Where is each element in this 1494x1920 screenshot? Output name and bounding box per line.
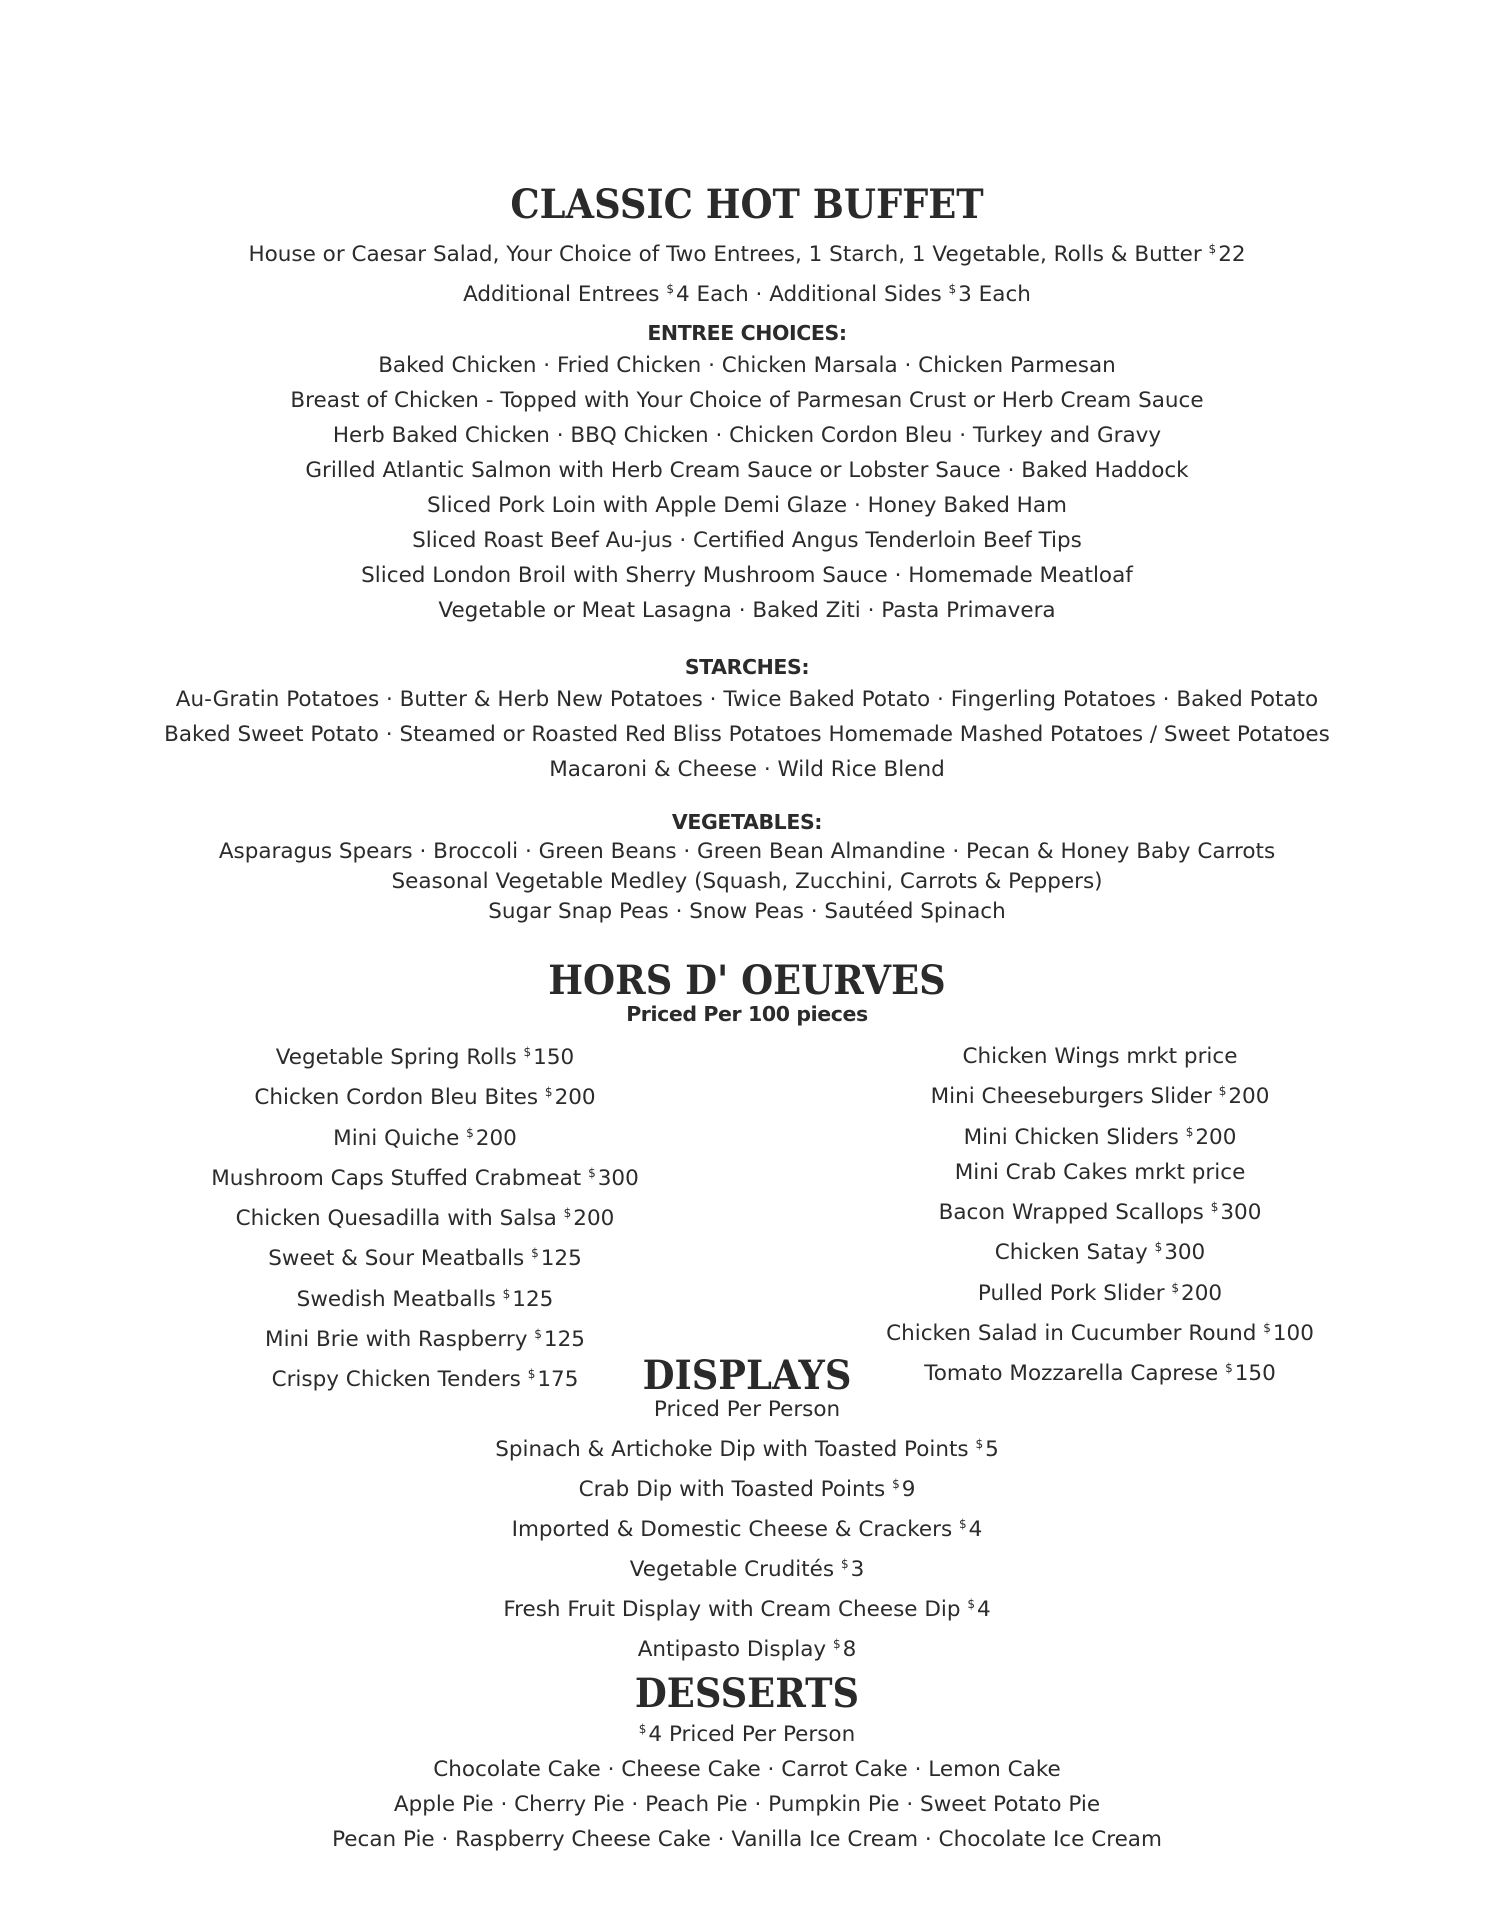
currency-symbol: $ <box>1185 1124 1194 1139</box>
list-item <box>820 1155 1380 1190</box>
additional-entrees-label: Additional Entrees <box>463 282 660 307</box>
item-price: 200 <box>573 1206 615 1232</box>
entree-choices <box>0 318 1494 628</box>
currency-symbol: $ <box>527 1367 536 1382</box>
item-price: 5 <box>985 1437 999 1462</box>
buffet-title: CLASSIC HOT BUFFET <box>510 181 984 228</box>
desserts-title: DESSERTS <box>634 1670 860 1717</box>
hors-title: HORS D' OEURVES <box>548 957 946 1004</box>
dessert-line: Apple Pie · Cherry Pie · Peach Pie · Pumpkin Pie · Sweet Potato Pie <box>393 1792 1101 1817</box>
list-item <box>175 1277 675 1317</box>
currency-symbol: $ <box>959 1517 967 1531</box>
item-name: Mini Quiche <box>333 1125 460 1151</box>
item-name: Sweet & Sour Meatballs <box>268 1246 525 1272</box>
item-price: 125 <box>543 1327 585 1353</box>
list-item <box>0 1627 1494 1667</box>
list-item <box>820 1190 1380 1230</box>
item-price: 150 <box>1234 1361 1276 1387</box>
hors-subtitle: Priced Per 100 pieces <box>626 1002 868 1026</box>
vegetable-line: Asparagus Spears · Broccoli · Green Beans · Green Bean Almandine · Pecan & Honey Baby Carrots <box>218 839 1276 864</box>
item-name: Vegetable Spring Rolls <box>275 1045 517 1070</box>
item-name: Mini Cheeseburgers Slider <box>930 1084 1212 1110</box>
currency-symbol: $ <box>666 282 674 296</box>
item-price: 175 <box>537 1367 579 1393</box>
buffet-description <box>0 232 1494 312</box>
list-item <box>820 1311 1380 1351</box>
item-price: 4 <box>968 1517 983 1542</box>
item-name: Tomato Mozzarella Caprese <box>924 1361 1219 1387</box>
buffet-line-1-price: 22 <box>1218 242 1246 267</box>
currency-symbol: $ <box>523 1045 532 1059</box>
list-item <box>0 1467 1494 1507</box>
item-name: Crispy Chicken Tenders <box>271 1367 521 1393</box>
list-item <box>175 1075 675 1115</box>
currency-symbol: $ <box>1263 1321 1271 1336</box>
list-item <box>0 1427 1494 1467</box>
item-name: Fresh Fruit Display with Cream Cheese Dip <box>503 1597 961 1622</box>
item-name: Chicken Satay <box>994 1240 1148 1266</box>
item-price: 300 <box>597 1165 639 1191</box>
buffet-line-1-text: House or Caesar Salad, Your Choice of Two Entrees, 1 Starch, 1 Vegetable, Rolls & Butter <box>248 242 1202 267</box>
currency-symbol: $ <box>1210 1200 1219 1215</box>
item-name: Chicken Wings mrkt price <box>962 1044 1238 1069</box>
item-price: 3 <box>850 1557 865 1582</box>
currency-symbol: $ <box>544 1085 553 1100</box>
item-name: Chicken Salad in Cucumber Round <box>886 1321 1257 1347</box>
item-name: Bacon Wrapped Scallops <box>938 1200 1204 1226</box>
item-price: 200 <box>1195 1124 1237 1150</box>
item-price: 100 <box>1272 1321 1314 1347</box>
item-name: Mini Chicken Sliders <box>963 1124 1179 1150</box>
item-name: Chicken Quesadilla with Salsa <box>235 1206 557 1232</box>
currency-symbol: $ <box>1225 1361 1233 1376</box>
list-item <box>0 1507 1494 1547</box>
item-price: 4 <box>977 1597 991 1622</box>
hors-section <box>0 959 1494 1029</box>
additional-sides-price: 3 Each <box>958 282 1031 307</box>
list-item <box>820 1271 1380 1311</box>
item-name: Pulled Pork Slider <box>977 1280 1165 1306</box>
list-item <box>820 1074 1380 1114</box>
displays-title: DISPLAYS <box>642 1352 852 1399</box>
currency-symbol: $ <box>1171 1280 1180 1295</box>
entree-line: Sliced London Broil with Sherry Mushroom Sauce · Homemade Meatloaf <box>361 563 1133 588</box>
currency-symbol: $ <box>1208 242 1217 256</box>
list-item <box>175 1156 675 1196</box>
currency-symbol: $ <box>967 1597 975 1611</box>
entree-line: Herb Baked Chicken · BBQ Chicken · Chicken Cordon Bleu · Turkey and Gravy <box>332 423 1162 448</box>
item-name: Swedish Meatballs <box>296 1286 496 1312</box>
item-name: Chicken Cordon Bleu Bites <box>254 1085 539 1111</box>
list-item <box>0 1547 1494 1587</box>
entree-line: Breast of Chicken - Topped with Your Choice of Parmesan Crust or Herb Cream Sauce <box>290 388 1204 413</box>
displays-section <box>0 1354 1494 1667</box>
vegetables <box>0 807 1494 927</box>
starch-line: Baked Sweet Potato · Steamed or Roasted Red Bliss Potatoes Homemade Mashed Potatoes / Sweet Potatoes <box>164 722 1330 747</box>
desserts-price: 4 <box>648 1722 663 1747</box>
list-item <box>820 1230 1380 1270</box>
currency-symbol: $ <box>892 1477 900 1491</box>
item-price: 200 <box>1228 1084 1270 1110</box>
starch-line: Au-Gratin Potatoes · Butter & Herb New Potatoes · Twice Baked Potato · Fingerling Potatoes · Baked Potato <box>175 687 1319 712</box>
list-item <box>175 1035 675 1075</box>
currency-symbol: $ <box>534 1327 542 1342</box>
entree-heading: ENTREE CHOICES: <box>647 321 847 345</box>
item-name: Vegetable Crudités <box>629 1557 835 1582</box>
currency-symbol: $ <box>948 282 957 296</box>
currency-symbol: $ <box>466 1125 474 1140</box>
item-name: Spinach & Artichoke Dip with Toasted Points <box>495 1437 969 1462</box>
currency-symbol: $ <box>840 1557 849 1571</box>
buffet-line-1 <box>0 232 1494 272</box>
item-price: 200 <box>1181 1280 1223 1306</box>
desserts-section <box>0 1672 1494 1857</box>
list-item <box>175 1116 675 1156</box>
entree-line: Sliced Roast Beef Au-jus · Certified Angus Tenderloin Beef Tips <box>412 528 1082 553</box>
currency-symbol: $ <box>638 1722 647 1736</box>
item-name: Crab Dip with Toasted Points <box>578 1477 886 1502</box>
item-price: 200 <box>475 1125 517 1151</box>
currency-symbol: $ <box>563 1206 572 1221</box>
list-item <box>175 1196 675 1236</box>
additional-entrees-price: 4 Each · Additional Sides <box>676 282 949 307</box>
currency-symbol: $ <box>832 1637 841 1651</box>
currency-symbol: $ <box>975 1437 984 1451</box>
entree-line: Vegetable or Meat Lasagna · Baked Ziti · Pasta Primavera <box>438 598 1056 623</box>
currency-symbol: $ <box>1154 1240 1163 1255</box>
list-item <box>175 1236 675 1276</box>
currency-symbol: $ <box>502 1286 511 1301</box>
item-price: 125 <box>512 1286 554 1312</box>
dessert-line: Chocolate Cake · Cheese Cake · Carrot Cake · Lemon Cake <box>433 1757 1061 1782</box>
entree-line: Sliced Pork Loin with Apple Demi Glaze · Honey Baked Ham <box>427 493 1067 518</box>
desserts-subtitle-text: Priced Per Person <box>668 1722 856 1747</box>
item-name: Antipasto Display <box>637 1637 827 1662</box>
entree-line: Grilled Atlantic Salmon with Herb Cream Sauce or Lobster Sauce · Baked Haddock <box>305 458 1189 483</box>
hors-right-column <box>820 1039 1380 1392</box>
dessert-line: Pecan Pie · Raspberry Cheese Cake · Vanilla Ice Cream · Chocolate Ice Cream <box>332 1827 1162 1852</box>
desserts-subtitle <box>0 1712 1494 1752</box>
item-price: 125 <box>540 1246 582 1272</box>
item-name: Imported & Domestic Cheese & Crackers <box>511 1517 953 1542</box>
item-name: Mini Crab Cakes mrkt price <box>954 1159 1246 1185</box>
vegetable-line: Seasonal Vegetable Medley (Squash, Zucchini, Carrots & Peppers) <box>391 869 1103 894</box>
entree-line: Baked Chicken · Fried Chicken · Chicken Marsala · Chicken Parmesan <box>378 353 1116 378</box>
list-item <box>175 1317 675 1357</box>
item-price: 8 <box>842 1637 857 1662</box>
list-item <box>820 1039 1380 1074</box>
currency-symbol: $ <box>588 1165 596 1180</box>
vegetable-heading: VEGETABLES: <box>671 810 823 834</box>
item-price: 200 <box>554 1085 596 1111</box>
buffet-section <box>0 183 1494 227</box>
currency-symbol: $ <box>1218 1084 1227 1099</box>
starch-heading: STARCHES: <box>684 655 810 679</box>
item-price: 300 <box>1164 1240 1206 1266</box>
item-price: 150 <box>533 1045 575 1070</box>
item-name: Mushroom Caps Stuffed Crabmeat <box>211 1165 582 1191</box>
item-price: 300 <box>1220 1200 1262 1226</box>
list-item <box>820 1115 1380 1155</box>
item-name: Mini Brie with Raspberry <box>265 1327 528 1353</box>
hors-left-column <box>175 1035 675 1398</box>
item-price: 9 <box>901 1477 916 1502</box>
starches <box>0 652 1494 787</box>
displays-subtitle: Priced Per Person <box>653 1397 841 1422</box>
vegetable-line: Sugar Snap Peas · Snow Peas · Sautéed Spinach <box>488 899 1006 924</box>
list-item <box>0 1587 1494 1627</box>
buffet-line-2 <box>0 272 1494 312</box>
starch-line: Macaroni & Cheese · Wild Rice Blend <box>549 757 945 782</box>
currency-symbol: $ <box>531 1246 539 1261</box>
